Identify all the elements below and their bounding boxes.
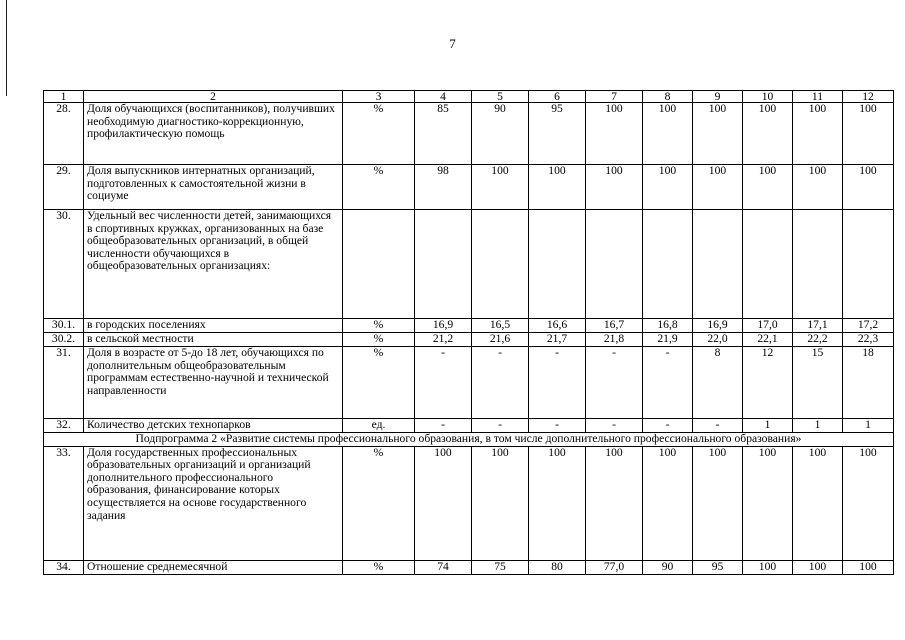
value-cell: 22,0 [693, 333, 743, 347]
column-header: 3 [343, 91, 415, 103]
value-cell: 98 [415, 165, 472, 210]
table-row [44, 560, 894, 574]
indicator-name: в сельской местности [84, 333, 343, 347]
value-cell: 21,9 [643, 333, 693, 347]
unit-cell: % [343, 446, 415, 560]
value-cell: 100 [529, 446, 586, 560]
value-cell: 100 [586, 103, 643, 165]
unit-cell: % [343, 165, 415, 210]
value-cell: 74 [415, 560, 472, 574]
indicator-rows-block-2 [44, 446, 894, 574]
table-row [44, 333, 894, 347]
value-cell: 1 [793, 419, 843, 433]
column-header: 4 [415, 91, 472, 103]
value-cell: 16,8 [643, 319, 693, 333]
value-cell: - [415, 419, 472, 433]
value-cell [472, 210, 529, 319]
unit-cell: % [343, 347, 415, 419]
unit-cell: % [343, 333, 415, 347]
value-cell: 100 [843, 560, 894, 574]
value-cell [793, 210, 843, 319]
indicator-name: Доля выпускников интернатных организаций, подготовленных к самостоятельной жизни в социуме [84, 165, 343, 210]
indicators-table [43, 90, 894, 575]
column-header: 9 [693, 91, 743, 103]
value-cell: 80 [529, 560, 586, 574]
value-cell: 100 [843, 446, 894, 560]
value-cell: 100 [693, 103, 743, 165]
indicator-name: Количество детских технопарков [84, 419, 343, 433]
value-cell: 100 [529, 165, 586, 210]
value-cell: 17,0 [743, 319, 793, 333]
column-number-row [44, 91, 894, 103]
value-cell: 100 [472, 446, 529, 560]
value-cell: - [643, 419, 693, 433]
indicator-rows-block-1 [44, 103, 894, 433]
column-header: 10 [743, 91, 793, 103]
column-header: 5 [472, 91, 529, 103]
value-cell: 21,7 [529, 333, 586, 347]
value-cell: 18 [843, 347, 894, 419]
value-cell: 100 [793, 165, 843, 210]
value-cell: 100 [843, 165, 894, 210]
value-cell: 100 [743, 560, 793, 574]
row-number: 30.2. [44, 333, 84, 347]
column-header: 6 [529, 91, 586, 103]
row-number: 29. [44, 165, 84, 210]
value-cell: 21,8 [586, 333, 643, 347]
value-cell: - [472, 419, 529, 433]
value-cell [843, 210, 894, 319]
value-cell: 95 [529, 103, 586, 165]
table-row [44, 446, 894, 560]
value-cell: 16,5 [472, 319, 529, 333]
value-cell: 100 [643, 165, 693, 210]
column-header: 12 [843, 91, 894, 103]
table-row [44, 210, 894, 319]
value-cell: 100 [586, 165, 643, 210]
row-number: 33. [44, 446, 84, 560]
row-number: 32. [44, 419, 84, 433]
value-cell: 21,6 [472, 333, 529, 347]
table-row [44, 419, 894, 433]
unit-cell [343, 210, 415, 319]
value-cell: 95 [693, 560, 743, 574]
value-cell [586, 210, 643, 319]
value-cell: - [643, 347, 693, 419]
column-header: 8 [643, 91, 693, 103]
row-number: 30. [44, 210, 84, 319]
table-row [44, 319, 894, 333]
row-number: 31. [44, 347, 84, 419]
value-cell: 100 [586, 446, 643, 560]
value-cell: 100 [843, 103, 894, 165]
page-number: 7 [449, 36, 456, 51]
value-cell: - [415, 347, 472, 419]
value-cell: 16,7 [586, 319, 643, 333]
value-cell: 17,1 [793, 319, 843, 333]
value-cell: 12 [743, 347, 793, 419]
value-cell: - [529, 419, 586, 433]
value-cell: - [529, 347, 586, 419]
value-cell: 100 [743, 446, 793, 560]
value-cell: 21,2 [415, 333, 472, 347]
value-cell: 1 [743, 419, 793, 433]
value-cell: 100 [743, 165, 793, 210]
value-cell: 100 [793, 103, 843, 165]
value-cell: 100 [693, 446, 743, 560]
column-header: 11 [793, 91, 843, 103]
value-cell: 100 [793, 446, 843, 560]
value-cell: 100 [643, 103, 693, 165]
unit-cell: % [343, 319, 415, 333]
value-cell: 100 [472, 165, 529, 210]
row-number: 30.1. [44, 319, 84, 333]
value-cell [693, 210, 743, 319]
subprogram-row [44, 433, 894, 447]
value-cell: 22,3 [843, 333, 894, 347]
value-cell: 16,6 [529, 319, 586, 333]
value-cell: 8 [693, 347, 743, 419]
value-cell: 100 [643, 446, 693, 560]
value-cell: - [472, 347, 529, 419]
indicator-name: в городских поселениях [84, 319, 343, 333]
indicator-name: Отношение среднемесячной [84, 560, 343, 574]
value-cell: 1 [843, 419, 894, 433]
value-cell: 100 [693, 165, 743, 210]
value-cell: 100 [415, 446, 472, 560]
value-cell: 16,9 [693, 319, 743, 333]
table-row [44, 103, 894, 165]
value-cell: 15 [793, 347, 843, 419]
value-cell [743, 210, 793, 319]
unit-cell: ед. [343, 419, 415, 433]
value-cell: - [586, 347, 643, 419]
value-cell: 100 [793, 560, 843, 574]
table-row [44, 347, 894, 419]
value-cell: 90 [643, 560, 693, 574]
row-number: 34. [44, 560, 84, 574]
unit-cell: % [343, 560, 415, 574]
value-cell: 22,2 [793, 333, 843, 347]
value-cell: - [693, 419, 743, 433]
indicator-name: Доля в возрасте от 5-до 18 лет, обучающихся по дополнительным общеобразовательным программам естественно-научной и технической направленности [84, 347, 343, 419]
value-cell [415, 210, 472, 319]
value-cell: 22,1 [743, 333, 793, 347]
table-row [44, 165, 894, 210]
indicator-name: Доля обучающихся (воспитанников), получивших необходимую диагностико-коррекционную, профилактическую помощь [84, 103, 343, 165]
column-header: 1 [44, 91, 84, 103]
value-cell: 90 [472, 103, 529, 165]
subprogram-title: Подпрограмма 2 «Развитие системы профессионального образования, в том числе дополнительного профессионального образования» [44, 433, 894, 447]
indicator-name: Удельный вес численности детей, занимающихся в спортивных кружках, организованных на базе общеобразовательных организаций, в общей численности обучающихся в общеобразовательных организациях: [84, 210, 343, 319]
value-cell: 85 [415, 103, 472, 165]
value-cell: - [586, 419, 643, 433]
indicator-name: Доля государственных профессиональных образовательных организаций и организаций дополнительного профессионального образования, финансирование которых осуществляется на основе государственного задания [84, 446, 343, 560]
value-cell: 100 [743, 103, 793, 165]
value-cell: 16,9 [415, 319, 472, 333]
column-header: 2 [84, 91, 343, 103]
unit-cell: % [343, 103, 415, 165]
row-number: 28. [44, 103, 84, 165]
value-cell: 77,0 [586, 560, 643, 574]
value-cell: 17,2 [843, 319, 894, 333]
value-cell: 75 [472, 560, 529, 574]
column-header: 7 [586, 91, 643, 103]
value-cell [643, 210, 693, 319]
value-cell [529, 210, 586, 319]
